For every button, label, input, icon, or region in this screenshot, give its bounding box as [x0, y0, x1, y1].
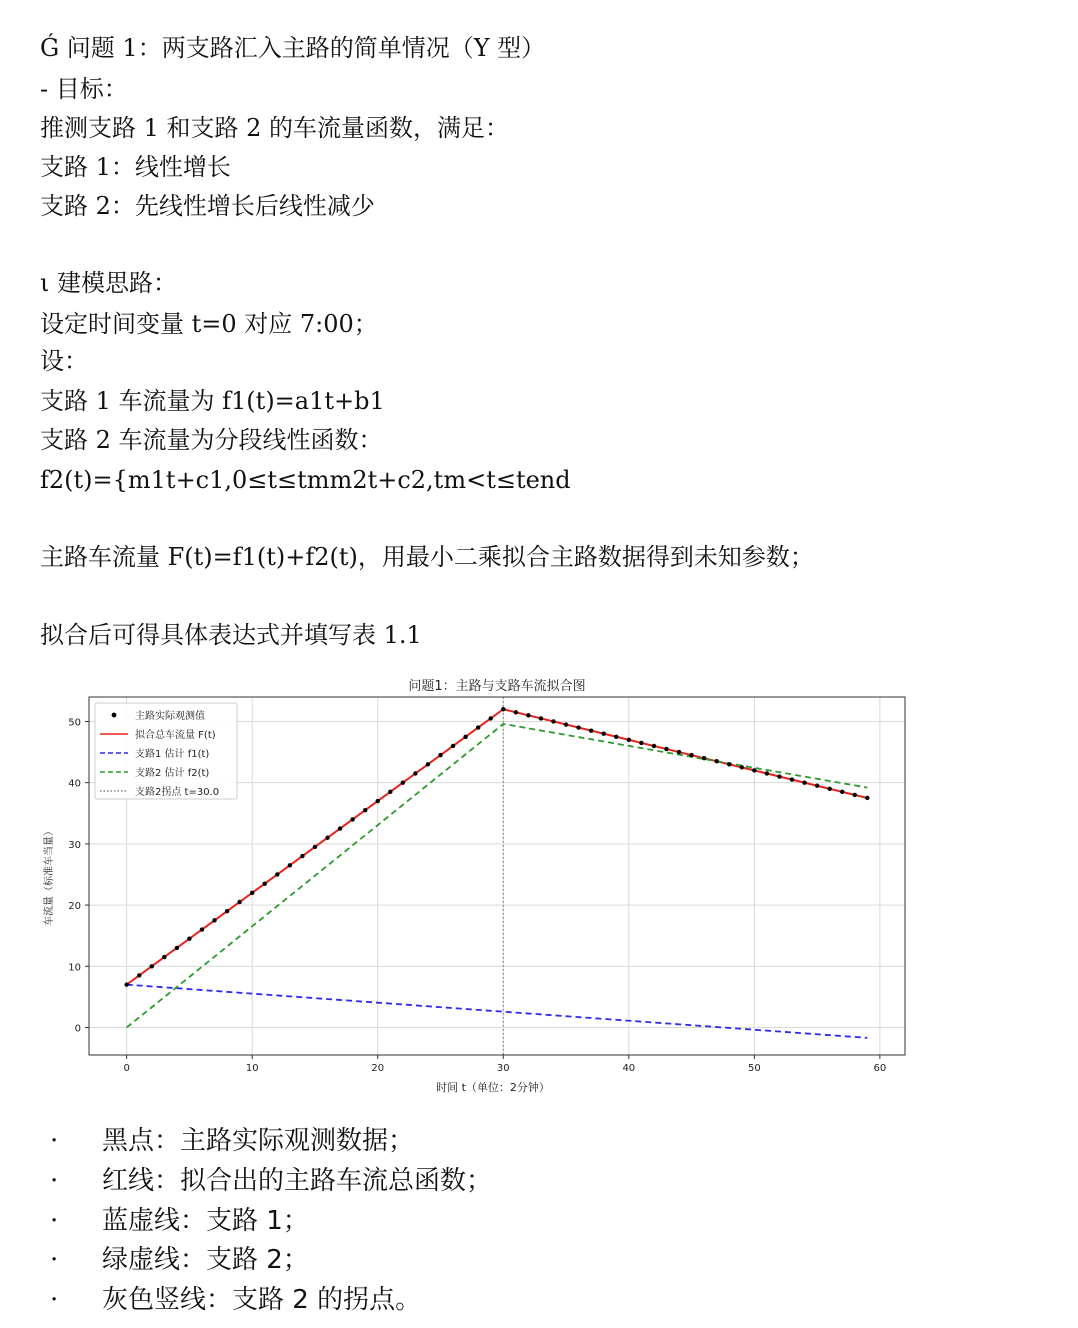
observed-point [413, 771, 417, 775]
fit-note: 拟合后可得具体表达式并填写表 1.1 [40, 621, 422, 649]
bullet-dot: · [50, 1126, 59, 1156]
observed-point [702, 756, 706, 760]
observed-point [777, 774, 781, 778]
observed-point [338, 826, 342, 830]
observed-point [765, 771, 769, 775]
observed-point [438, 753, 442, 757]
observed-point [740, 765, 744, 769]
fitted-total-line [127, 709, 868, 984]
observed-point [325, 836, 329, 840]
observed-point [752, 768, 756, 772]
observed-point [727, 762, 731, 766]
chart-title: 问题1：主路与支路车流拟合图 [408, 679, 586, 694]
observed-point [815, 784, 819, 788]
heading-problem-1: Ǵ 问题 1：两支路汇入主路的简单情况（Y 型） [40, 34, 546, 62]
observed-point [689, 753, 693, 757]
observed-point [476, 725, 480, 729]
observed-point [187, 937, 191, 941]
y-tick-label: 50 [68, 717, 81, 729]
f2-formula: f2(t)={m1t+c1,0≤t≤tmm2t+c2,tm<t≤tend [40, 466, 571, 494]
legend-marker [112, 713, 117, 718]
observed-point [564, 722, 568, 726]
legend-label: 支路2 估计 f2(t) [135, 768, 210, 779]
observed-point [376, 799, 380, 803]
x-axis-label: 时间 t（单位：2分钟） [436, 1081, 550, 1094]
x-tick-label: 60 [873, 1063, 887, 1074]
observed-point [175, 946, 179, 950]
observed-point [401, 780, 405, 784]
f2-definition-label: 支路 2 车流量为分段线性函数： [40, 426, 383, 454]
observed-point [790, 777, 794, 781]
bullet-dot: · [50, 1285, 59, 1315]
observed-point [827, 787, 831, 791]
branch-1-line [127, 985, 868, 1038]
observed-point [865, 796, 869, 800]
observed-point [124, 982, 128, 986]
observed-point [576, 725, 580, 729]
observed-point [225, 909, 229, 913]
legend-label: 拟合总车流量 F(t) [135, 730, 216, 741]
legend-label: 主路实际观测值 [135, 711, 205, 722]
observed-point [652, 744, 656, 748]
observed-point [539, 716, 543, 720]
legend-label: 支路1 估计 f1(t) [135, 749, 210, 760]
observed-point [840, 790, 844, 794]
observed-point [150, 964, 154, 968]
observed-point [602, 732, 606, 736]
observed-point [388, 790, 392, 794]
f1-definition: 支路 1 车流量为 f1(t)=a1t+b1 [40, 387, 385, 415]
bullet-text: 蓝虚线：支路 1； [102, 1206, 309, 1236]
observed-point [627, 738, 631, 742]
fit-chart [40, 672, 920, 1102]
observed-point [677, 750, 681, 754]
observed-point [853, 793, 857, 797]
x-tick-label: 30 [496, 1063, 510, 1074]
x-tick-label: 50 [747, 1063, 761, 1074]
observed-point [451, 744, 455, 748]
observed-point [489, 716, 493, 720]
observed-point [313, 845, 317, 849]
y-tick-label: 20 [68, 901, 81, 913]
goal-text: 推测支路 1 和支路 2 的车流量函数，满足： [40, 114, 510, 142]
observed-point [589, 728, 593, 732]
y-axis-label: 车流量（标准车当量） [44, 826, 55, 926]
y-tick-label: 10 [68, 962, 81, 974]
goal-label: - 目标： [40, 75, 128, 103]
observed-point [426, 762, 430, 766]
bullet-text: 灰色竖线：支路 2 的拐点。 [102, 1285, 422, 1315]
bullet-observed [50, 1124, 414, 1158]
y-tick-label: 40 [68, 778, 81, 790]
observed-point [514, 710, 518, 714]
bullet-dot: · [50, 1206, 59, 1236]
bullet-green-line [50, 1243, 309, 1277]
bullet-text: 绿虚线：支路 2； [102, 1245, 309, 1275]
observed-point [526, 713, 530, 717]
bullet-dot: · [50, 1166, 59, 1196]
observed-point [614, 735, 618, 739]
observed-point [288, 863, 292, 867]
time-variable-def: 设定时间变量 t=0 对应 7:00； [40, 310, 378, 338]
bullet-gray-line [50, 1283, 421, 1317]
observed-point [237, 900, 241, 904]
observed-point [463, 735, 467, 739]
let-label: 设： [40, 347, 88, 375]
observed-point [300, 854, 304, 858]
observed-point [350, 817, 354, 821]
observed-point [802, 780, 806, 784]
bullet-text: 黑点：主路实际观测数据； [102, 1126, 415, 1156]
observed-point [363, 808, 367, 812]
bullet-text: 红线：拟合出的主路车流总函数； [102, 1166, 493, 1196]
y-tick-label: 30 [68, 839, 81, 851]
bullet-dot: · [50, 1245, 59, 1275]
branch-2-desc: 支路 2：先线性增长后线性减少 [40, 192, 375, 220]
x-tick-label: 0 [123, 1063, 130, 1074]
observed-point [250, 891, 254, 895]
branch-1-desc: 支路 1：线性增长 [40, 153, 231, 181]
observed-point [714, 759, 718, 763]
observed-point [137, 973, 141, 977]
bullet-red-line [50, 1164, 492, 1198]
x-tick-label: 10 [245, 1063, 259, 1074]
bullet-blue-line [50, 1204, 309, 1238]
y-tick-label: 0 [74, 1023, 81, 1035]
observed-point [501, 707, 505, 711]
observed-point [639, 741, 643, 745]
observed-point [664, 747, 668, 751]
observed-point [200, 927, 204, 931]
observed-point [263, 881, 267, 885]
main-road-formula: 主路车流量 F(t)=f1(t)+f2(t)，用最小二乘拟合主路数据得到未知参数； [40, 543, 814, 571]
observed-point [162, 955, 166, 959]
legend-label: 支路2拐点 t=30.0 [135, 787, 220, 798]
modeling-heading: ι 建模思路： [40, 269, 178, 297]
x-tick-label: 40 [622, 1063, 636, 1074]
x-tick-label: 20 [371, 1063, 385, 1074]
observed-point [275, 872, 279, 876]
observed-point [212, 918, 216, 922]
observed-point [551, 719, 555, 723]
